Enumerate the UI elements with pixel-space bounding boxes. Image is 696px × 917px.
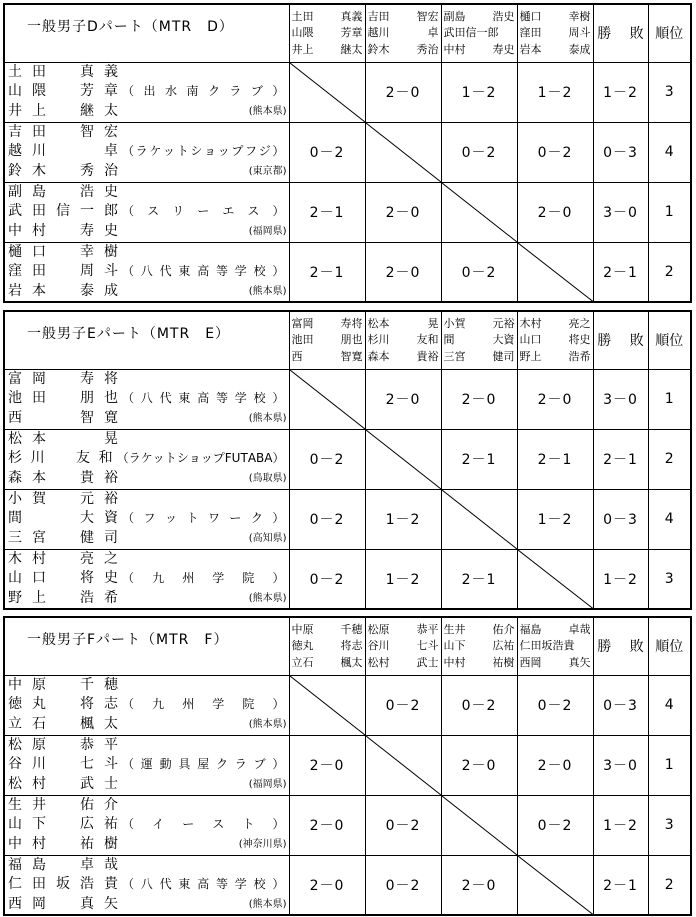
rank-value: 2 [648, 242, 691, 302]
round-robin-table [3, 310, 692, 610]
match-score: 1－2 [365, 549, 441, 609]
diagonal-cell [289, 369, 365, 429]
column-header-player: 小賀 元裕 [443, 316, 515, 330]
column-header-player: 生井 佑介 [443, 622, 515, 636]
player-name: 中 村 寿 史 [8, 222, 118, 239]
player-row [4, 429, 691, 489]
match-score: 2－0 [517, 735, 593, 795]
match-score: 0－2 [441, 122, 517, 182]
column-header-player: 森本 貴裕 [367, 349, 439, 363]
match-score: 2－0 [441, 855, 517, 915]
column-header-player: 吉田 智宏 [367, 9, 439, 23]
prefecture: (鳥取県) [248, 472, 287, 484]
match-score: 0－2 [289, 489, 365, 549]
group-title: 一般男子Eパート（MTR E） [4, 311, 289, 369]
group-block-1 [3, 310, 692, 608]
win-loss-record: 0－3 [593, 489, 648, 549]
rank-value: 4 [648, 122, 691, 182]
diagonal-cell [441, 489, 517, 549]
club-name: （ イ ー ス ト ） [122, 817, 285, 832]
column-header-team [441, 4, 517, 62]
player-name: 谷 川 七 斗 [8, 756, 118, 773]
prefecture: (熊本県) [248, 718, 287, 730]
prefecture: (熊本県) [248, 898, 287, 910]
player-name: 松 村 武 士 [8, 775, 118, 792]
column-header-team [517, 311, 593, 369]
diagonal-cell [365, 122, 441, 182]
player-name: 井 上 継 太 [8, 102, 118, 119]
column-header-team [517, 4, 593, 62]
rank-header: 順位 [648, 4, 691, 62]
match-score: 2－1 [441, 549, 517, 609]
column-header-player: 樋口 幸樹 [519, 9, 591, 23]
column-header-player: 中村 寿史 [443, 42, 515, 56]
player-name: 山 隈 芳 章 [8, 83, 118, 100]
column-header-player: 野上 浩希 [519, 349, 591, 363]
team-cell [4, 429, 289, 489]
column-header-player: 中原 千穂 [291, 622, 363, 636]
diagonal-cell [441, 795, 517, 855]
column-header-player: 越川 卓 [367, 26, 439, 39]
player-name: 生 井 佑 介 [8, 796, 118, 813]
match-score: 0－2 [289, 122, 365, 182]
column-header-team [517, 617, 593, 675]
team-cell [4, 122, 289, 182]
rank-value: 3 [648, 549, 691, 609]
match-score: 2－0 [365, 62, 441, 122]
win-loss-record: 2－1 [593, 242, 648, 302]
match-score: 1－2 [441, 62, 517, 122]
column-header-player: 土田 真義 [291, 9, 363, 23]
club-name: （ ス リ ー エ ス ） [122, 204, 285, 219]
win-loss-record: 3－0 [593, 182, 648, 242]
player-name: 間 大 資 [8, 510, 118, 527]
group-block-2 [3, 616, 692, 914]
column-header-player: 副島 浩史 [443, 9, 515, 23]
club-name: （ 八 代 東 高 等 学 校 ） [122, 391, 285, 406]
prefecture: (熊本県) [248, 285, 287, 297]
rank-header: 順位 [648, 311, 691, 369]
club-name: （ 八 代 東 高 等 学 校 ） [122, 264, 285, 278]
prefecture: (神奈川県) [238, 838, 287, 850]
club-name: （ フ ッ ト ワ ー ク ） [122, 511, 285, 526]
match-score: 0－2 [441, 242, 517, 302]
column-header-team [441, 617, 517, 675]
player-name: 森 本 貴 裕 [8, 469, 118, 486]
player-row [4, 122, 691, 182]
match-score: 2－0 [289, 795, 365, 855]
group-title: 一般男子Dパート（MTR D） [4, 4, 289, 62]
team-cell [4, 369, 289, 429]
column-header-team [365, 617, 441, 675]
match-score: 1－2 [365, 489, 441, 549]
match-score: 2－0 [441, 369, 517, 429]
match-score: 2－0 [517, 182, 593, 242]
column-header-player: 井上 継太 [291, 42, 363, 56]
match-score: 2－0 [289, 855, 365, 915]
player-name: 越 川 卓 [8, 143, 118, 160]
player-row [4, 735, 691, 795]
club-name: （ 九 州 学 院 ） [122, 571, 285, 585]
round-robin-table [3, 3, 692, 303]
column-header-player: 松原 恭平 [367, 622, 439, 636]
column-header-player: 徳丸 将志 [291, 639, 363, 652]
player-name: 武 田 信 一 郎 [8, 203, 118, 220]
match-score: 2－0 [365, 369, 441, 429]
player-name: 山 下 広 祐 [8, 816, 118, 833]
club-name: （ ラ ケ ッ ト シ ョ ッ プ フ ジ ） [122, 144, 285, 159]
player-name: 吉 田 智 宏 [8, 123, 118, 140]
prefecture: (福岡県) [248, 225, 287, 237]
player-name: 松 原 恭 平 [8, 736, 118, 753]
column-header-player: 山口 将史 [519, 333, 591, 346]
prefecture: (福岡県) [248, 778, 287, 790]
win-loss-record: 2－1 [593, 429, 648, 489]
rank-value: 2 [648, 429, 691, 489]
column-header-player: 西岡 真矢 [519, 655, 591, 669]
player-row [4, 795, 691, 855]
match-score: 0－2 [517, 795, 593, 855]
match-score: 2－0 [289, 735, 365, 795]
column-header-player: 山隈 芳章 [291, 26, 363, 39]
prefecture: (東京都) [248, 165, 287, 177]
player-name: 富 岡 寿 将 [8, 370, 118, 387]
rank-value: 1 [648, 182, 691, 242]
column-header-player: 間 大資 [443, 333, 515, 346]
group-block-0 [3, 3, 692, 301]
player-name: 池 田 朋 也 [8, 390, 118, 407]
match-score: 1－2 [517, 489, 593, 549]
diagonal-cell [517, 242, 593, 302]
win-loss-record: 1－2 [593, 795, 648, 855]
match-score: 2－0 [441, 735, 517, 795]
team-cell [4, 242, 289, 302]
player-name: 岩 本 泰 成 [8, 282, 118, 299]
column-header-team [365, 4, 441, 62]
match-score: 2－0 [517, 369, 593, 429]
column-header-player: 西 智寛 [291, 349, 363, 363]
match-score: 2－1 [289, 242, 365, 302]
player-row [4, 182, 691, 242]
column-header-player: 仁田坂浩貴 [519, 639, 575, 652]
club-name: （ 九 州 学 院 ） [122, 697, 285, 712]
prefecture: (高知県) [248, 532, 287, 544]
player-row [4, 489, 691, 549]
club-name: （ 運 動 具 屋 ク ラ ブ ） [122, 757, 285, 772]
player-name: 西 智 寛 [8, 409, 118, 426]
column-header-player: 鈴木 秀治 [367, 42, 439, 56]
win-loss-record: 1－2 [593, 62, 648, 122]
column-header-player: 窪田 周斗 [519, 26, 591, 39]
column-header-player: 立石 楓太 [291, 655, 363, 669]
match-score: 0－2 [365, 675, 441, 735]
player-row [4, 675, 691, 735]
win-loss-record: 3－0 [593, 735, 648, 795]
match-score: 2－0 [365, 182, 441, 242]
player-name: 立 石 楓 太 [8, 715, 118, 732]
player-name: 松 本 晃 [8, 430, 118, 447]
rank-value: 3 [648, 62, 691, 122]
column-header-player: 杉川 友和 [367, 333, 439, 346]
club-name: （ 八 代 東 高 等 学 校 ） [122, 877, 285, 891]
player-name: 福 島 卓 哉 [8, 856, 118, 873]
match-score: 0－2 [289, 429, 365, 489]
player-name: 杉 川 友 和 [8, 450, 113, 467]
match-score: 0－2 [365, 795, 441, 855]
diagonal-cell [289, 675, 365, 735]
club-name: （ 出 水 南 ク ラ ブ ） [122, 84, 285, 99]
win-loss-record: 2－1 [593, 855, 648, 915]
match-score: 0－2 [441, 675, 517, 735]
player-name: 小 賀 元 裕 [8, 490, 118, 507]
player-row [4, 242, 691, 302]
column-header-team [289, 4, 365, 62]
match-score: 0－2 [517, 675, 593, 735]
column-header-player: 福島 卓哉 [519, 622, 591, 636]
win-loss-record: 0－3 [593, 122, 648, 182]
player-name: 土 田 真 義 [8, 63, 118, 80]
rank-value: 3 [648, 795, 691, 855]
round-robin-table [3, 616, 692, 916]
column-header-player: 中村 祐樹 [443, 655, 515, 669]
prefecture: (熊本県) [248, 105, 287, 117]
player-name: 野 上 浩 希 [8, 589, 118, 606]
player-name: 中 原 千 穂 [8, 676, 118, 693]
player-name: 山 口 将 史 [8, 570, 118, 586]
rank-value: 1 [648, 369, 691, 429]
player-row [4, 855, 691, 915]
win-loss-header: 勝 敗 [593, 311, 648, 369]
column-header-player: 三宮 健司 [443, 349, 515, 363]
match-score: 0－2 [365, 855, 441, 915]
player-name: 中 村 祐 樹 [8, 835, 118, 852]
diagonal-cell [517, 549, 593, 609]
diagonal-cell [289, 62, 365, 122]
rank-value: 2 [648, 855, 691, 915]
group-title: 一般男子Fパート（MTR F） [4, 617, 289, 675]
column-header-team [365, 311, 441, 369]
match-score: 2－1 [289, 182, 365, 242]
player-name: 木 村 亮 之 [8, 550, 118, 567]
player-row [4, 549, 691, 609]
column-header-player: 武田信一郎 [443, 26, 499, 39]
match-score: 1－2 [517, 62, 593, 122]
diagonal-cell [517, 855, 593, 915]
team-cell [4, 735, 289, 795]
column-header-player: 池田 朋也 [291, 333, 363, 346]
column-header-player: 松本 晃 [367, 316, 439, 330]
column-header-player: 岩本 泰成 [519, 42, 591, 56]
column-header-player: 富岡 寿将 [291, 316, 363, 330]
team-cell [4, 855, 289, 915]
player-name: 西 岡 真 矢 [8, 895, 118, 912]
player-name: 副 島 浩 史 [8, 183, 118, 200]
match-score: 2－1 [441, 429, 517, 489]
team-cell [4, 549, 289, 609]
win-loss-record: 1－2 [593, 549, 648, 609]
match-score: 0－2 [517, 122, 593, 182]
team-cell [4, 675, 289, 735]
match-score: 0－2 [289, 549, 365, 609]
column-header-player: 谷川 七斗 [367, 639, 439, 652]
rank-header: 順位 [648, 617, 691, 675]
player-name: 樋 口 幸 樹 [8, 243, 118, 260]
diagonal-cell [365, 735, 441, 795]
player-name: 三 宮 健 司 [8, 529, 118, 546]
prefecture: (熊本県) [248, 412, 287, 424]
player-row [4, 62, 691, 122]
win-loss-header: 勝 敗 [593, 4, 648, 62]
win-loss-record: 3－0 [593, 369, 648, 429]
win-loss-record: 0－3 [593, 675, 648, 735]
column-header-player: 松村 武士 [367, 655, 439, 669]
club-name: （ ラ ケ ッ ト シ ョ ッ プ F U T A B A ） [116, 451, 285, 466]
player-row [4, 369, 691, 429]
column-header-player: 山下 広祐 [443, 639, 515, 652]
column-header-player: 木村 亮之 [519, 316, 591, 330]
column-header-team [289, 311, 365, 369]
match-score: 2－0 [365, 242, 441, 302]
player-name: 仁 田 坂 浩 貴 [8, 876, 118, 892]
rank-value: 4 [648, 489, 691, 549]
team-cell [4, 62, 289, 122]
player-name: 窪 田 周 斗 [8, 263, 118, 279]
team-cell [4, 795, 289, 855]
diagonal-cell [441, 182, 517, 242]
team-cell [4, 489, 289, 549]
player-name: 徳 丸 将 志 [8, 696, 118, 713]
player-name: 鈴 木 秀 治 [8, 162, 118, 179]
rank-value: 4 [648, 675, 691, 735]
rank-value: 1 [648, 735, 691, 795]
match-score: 2－1 [517, 429, 593, 489]
column-header-team [441, 311, 517, 369]
diagonal-cell [365, 429, 441, 489]
column-header-team [289, 617, 365, 675]
prefecture: (熊本県) [248, 592, 287, 604]
win-loss-header: 勝 敗 [593, 617, 648, 675]
team-cell [4, 182, 289, 242]
